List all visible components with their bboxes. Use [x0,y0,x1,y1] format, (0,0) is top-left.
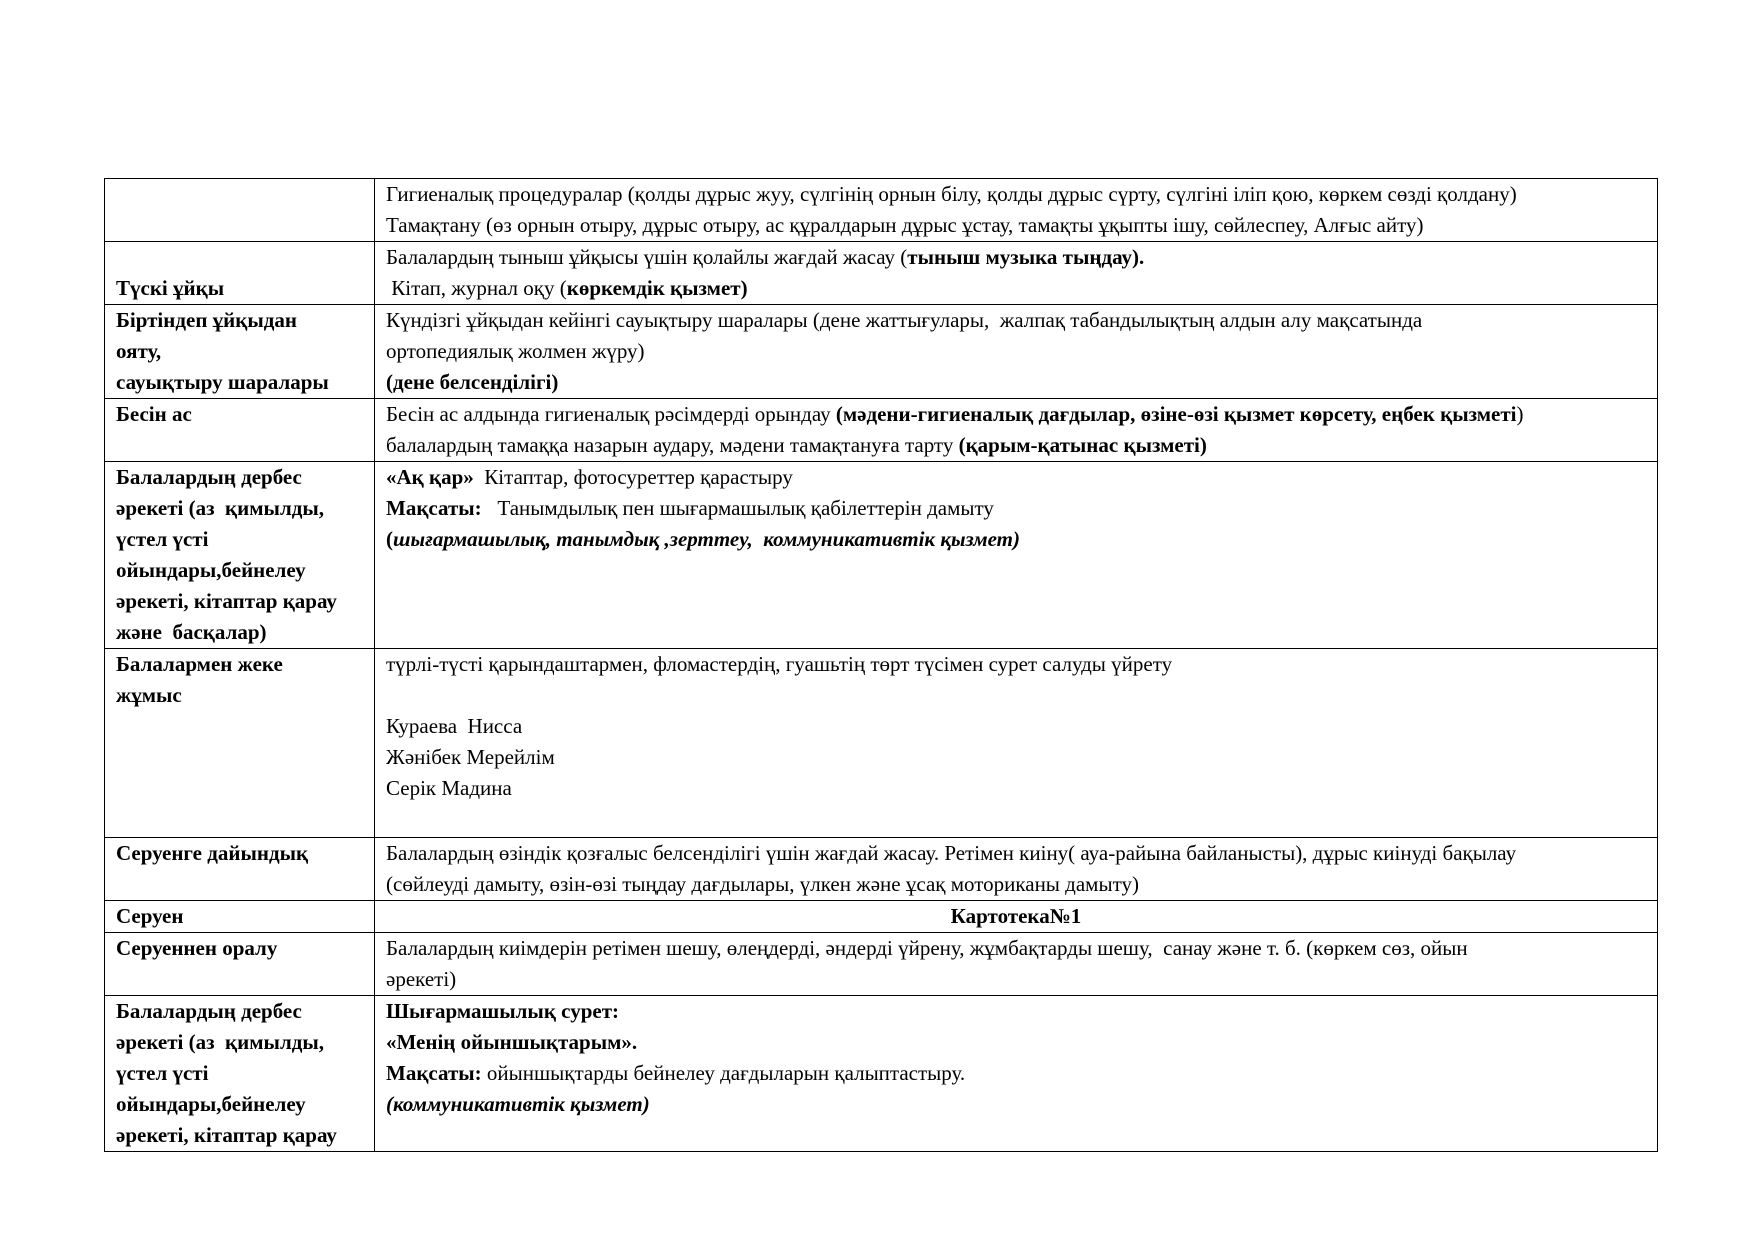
table-row [105,242,1658,305]
table-row [105,901,1658,933]
content-line: Балалардың өзіндік қозғалыс белсенділігі үшін жағдай жасау. Ретімен киіну( ауа-райына байланысты), дұрыс киінуді бақылау [386,841,1517,865]
row-label-walk-return: Серуеннен оралу [105,933,375,996]
content-line: «Менің ойыншықтарым». [386,1030,638,1054]
table-row [105,838,1658,901]
daily-schedule-table [104,178,1658,1152]
content-line: Мақсаты: ойыншықтарды бейнелеу дағдыларын қалыптастыру. [386,1061,966,1085]
table-row [105,305,1658,399]
child-name: Кураева Нисса [386,714,523,738]
row-label-empty [105,179,375,242]
content-line: Балалардың киімдерін ретімен шешу, өлеңдерді, әндерді үйрену, жұмбақтарды шешу, санау және т. б. (көркем сөз, ойын [386,936,1468,960]
table-row [105,179,1658,242]
row-label-wakeup: Біртіндеп ұйқыдан ояту, сауықтыру шаралары [105,305,375,399]
content-line: ортопедиялық жолмен жүру) [386,339,645,363]
content-line: Бесін ас алдында гигиеналық рәсімдерді орындау (мәдени-гигиеналық дағдылар, өзіне-өзі қызмет көрсету, еңбек қызметі) [386,402,1524,426]
row-content-walk-prep [375,838,1658,901]
content-line: Тамақтану (өз орнын отыру, дұрыс отыру, ас құралдарын дұрыс ұстау, тамақты ұқыпты ішу, сөйлеспеу, Алғыс айту) [386,213,1424,237]
content-line: (сөйлеуді дамыту, өзін-өзі тыңдау дағдылары, үлкен және ұсақ моториканы дамыту) [386,872,1139,896]
child-name: Серік Мадина [386,776,512,800]
child-name: Жәнібек Мерейлім [386,745,555,769]
content-line: әрекеті) [386,967,457,991]
content-line: Күндізгі ұйқыдан кейінгі сауықтыру шаралары (дене жаттығулары, жалпақ табандылықтың алдын алу мақсатында [386,308,1423,332]
content-line: Кітап, журнал оқу (көркемдік қызмет) [386,276,748,300]
row-content-snack [375,399,1658,462]
content-line: балалардың тамаққа назарын аудару, мәдени тамақтануға тарту (қарым-қатынас қызметі) [386,433,1207,457]
row-content-nap [375,242,1658,305]
row-content-hygiene [375,179,1658,242]
content-line: Балалардың тыныш ұйқысы үшін қолайлы жағдай жасау (тыныш музыка тыңдау). [386,245,1145,269]
table-row [105,399,1658,462]
content-line: (коммуникативтік қызмет) [386,1092,650,1116]
row-content-walk-return [375,933,1658,996]
table-row [105,649,1658,838]
content-line: Мақсаты: Танымдылық пен шығармашылық қабілеттерін дамыту [386,496,994,520]
table-row [105,462,1658,649]
row-label-snack: Бесін ас [105,399,375,462]
content-line: «Ақ қар» Кітаптар, фотосуреттер қарастыру [386,465,793,489]
row-content-walk: Картотека№1 [375,901,1658,933]
row-label-nap: Түскі ұйқы [105,242,375,305]
row-label-walk-prep: Серуенге дайындық [105,838,375,901]
row-content-independent-activity [375,462,1658,649]
row-label-independent-activity-2: Балалардың дербес әрекеті (аз қимылды, үстел үсті ойындары,бейнелеу әрекеті, кітаптар қарау [105,996,375,1152]
content-line: (шығармашылық, танымдық ,зерттеу, коммуникативтік қызмет) [386,527,1020,551]
row-label-independent-activity: Балалардың дербес әрекеті (аз қимылды, үстел үсті ойындары,бейнелеу әрекеті, кітаптар қарау және басқалар) [105,462,375,649]
content-line: (дене белсенділігі) [386,370,559,394]
content-line: Гигиеналық процедуралар (қолды дұрыс жуу, сүлгінің орнын білу, қолды дұрыс сүрту, сүлгіні іліп қою, көркем сөзді қолдану) [386,182,1517,206]
row-content-individual-work [375,649,1658,838]
row-label-individual-work: Балалармен жеке жұмыс [105,649,375,838]
row-content-independent-activity-2 [375,996,1658,1152]
table-row [105,996,1658,1152]
row-label-walk: Серуен [105,901,375,933]
row-content-wakeup [375,305,1658,399]
content-line: Шығармашылық сурет: [386,999,620,1023]
table-row [105,933,1658,996]
content-line: түрлі-түсті қарындаштармен, фломастердің, гуашьтің төрт түсімен сурет салуды үйрету [386,652,1173,676]
